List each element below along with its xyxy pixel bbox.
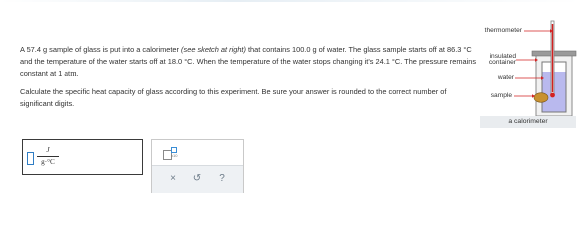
unit-numerator: J [46,146,50,154]
undo-icon[interactable]: ↺ [192,173,202,184]
help-icon[interactable]: ? [219,173,225,184]
pressure-unit: atm [64,69,77,78]
answer-box [22,139,143,175]
label-insulated: insulated [489,53,516,60]
answer-unit [37,146,59,167]
fraction-bar [37,156,59,157]
label-thermometer: thermometer [484,27,522,34]
problem-text-a: A 57.4 g sample of glass is put into a calorimeter [20,45,182,54]
unit-denominator: g·°C [41,158,55,166]
glass-sample [534,93,548,103]
answer-toolbox [151,139,244,193]
figure-caption: a calorimeter [480,116,576,128]
label-sample: sample [490,92,512,99]
label-container: container [488,59,516,66]
problem-text-end: . [76,69,79,78]
problem-paragraph-2: Calculate the specific heat capacity of glass according to this experiment. Be sure your answer is rounded to the correct number of significant digits. [20,87,447,108]
superscript-tool-icon[interactable]: x10 [163,148,175,158]
answer-input[interactable] [27,152,34,165]
calorimeter-figure [478,18,578,130]
top-divider [0,0,580,2]
clear-icon[interactable]: × [170,173,176,184]
problem-statement [20,44,478,116]
problem-text-b: that contains 100.0 g of water. The glass sample starts off at 86.3 °C and the temperature of the water starts off at 18.0 °C. When the temperature of the water stops changing it's 24.1 °C. The pressure remains constant at 1 [20,45,477,78]
sketch-note: (see sketch at right) [181,45,246,54]
toolbox-top [152,140,243,165]
toolbox-actions [152,165,243,193]
problem-paragraph-1 [20,44,478,80]
label-water: water [497,74,514,81]
